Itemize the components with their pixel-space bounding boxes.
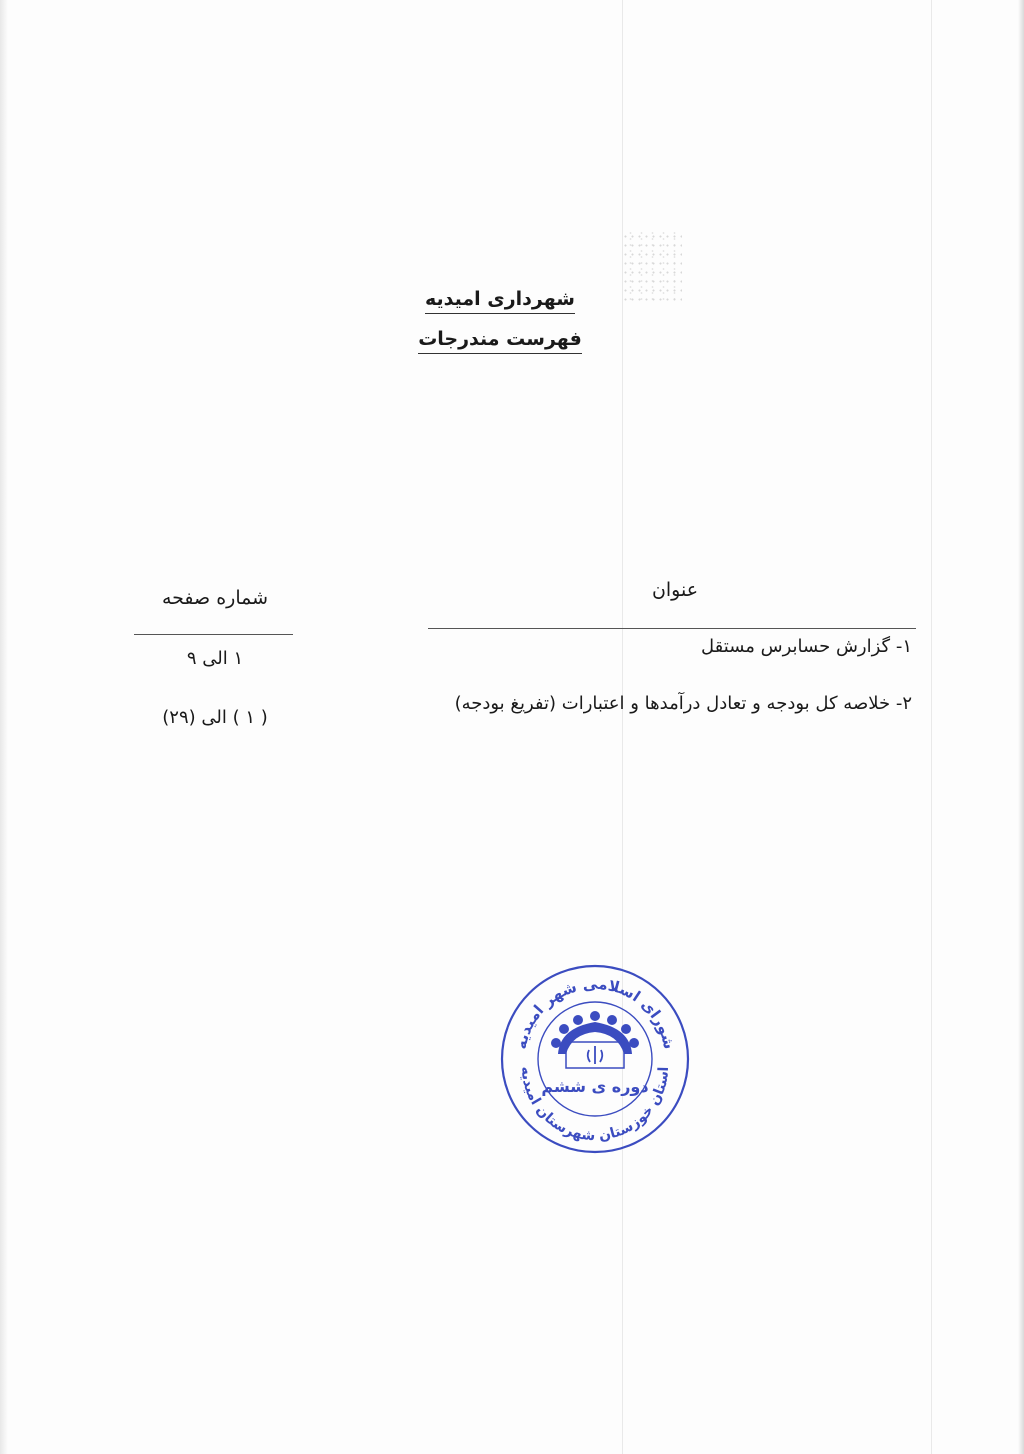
title-column-header: عنوان <box>651 579 699 601</box>
title-column-rule <box>428 628 916 629</box>
page-column-header: شماره صفحه <box>161 587 269 609</box>
toc-entry-title: ۱- گزارش حسابرس مستقل <box>701 636 912 657</box>
page-column-rule <box>134 634 293 635</box>
document-title <box>380 328 620 350</box>
toc-entry-title: ۲- خلاصه کل بودجه و تعادل درآمدها و اعتبارات (تفریغ بودجه) <box>454 693 912 714</box>
organization-title <box>380 288 620 310</box>
seal-center-text: دوره ی ششم <box>541 1077 649 1096</box>
seal-graphic <box>498 962 692 1156</box>
scan-line <box>931 0 932 1454</box>
scan-speckle <box>622 232 682 304</box>
seal-bottom-text: استان خوزستان شهرستان امیدیه <box>517 1066 673 1145</box>
seal-national-emblem-icon <box>588 1046 603 1064</box>
document-title-text: فهرست مندرجات <box>418 328 582 354</box>
council-seal <box>498 962 692 1156</box>
seal-outer-text: شورای اسلامی شهر امیدیه <box>511 974 679 1051</box>
organization-title-text: شهرداری امیدیه <box>425 288 575 314</box>
scan-edge-right <box>1018 0 1024 1454</box>
scan-line <box>622 0 623 1454</box>
toc-entry-pages: ۱ الی ۹ <box>186 648 244 669</box>
scan-edge-left <box>0 0 8 1454</box>
toc-entry-pages: ( ۱ ) الی (۲۹) <box>162 707 268 728</box>
